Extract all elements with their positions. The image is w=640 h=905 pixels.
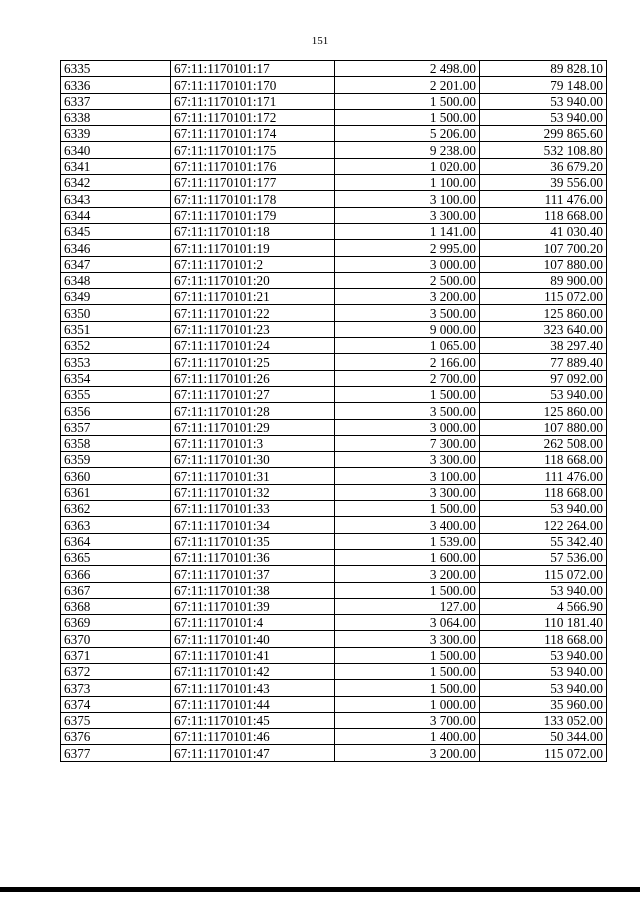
table-row — [61, 484, 607, 500]
area-cell: 2 498.00 — [335, 61, 480, 77]
area-cell: 3 700.00 — [335, 712, 480, 728]
cadastral-number-cell: 67:11:1170101:171 — [171, 93, 335, 109]
registry-table-body — [61, 61, 607, 762]
cadastral-number-cell: 67:11:1170101:20 — [171, 272, 335, 288]
table-row — [61, 517, 607, 533]
area-cell: 2 700.00 — [335, 370, 480, 386]
row-number-cell: 6369 — [61, 615, 171, 631]
value-cell: 115 072.00 — [480, 745, 607, 761]
cadastral-number-cell: 67:11:1170101:170 — [171, 77, 335, 93]
registry-table — [60, 60, 607, 762]
table-row — [61, 582, 607, 598]
area-cell: 3 100.00 — [335, 468, 480, 484]
table-row — [61, 77, 607, 93]
area-cell: 1 065.00 — [335, 338, 480, 354]
value-cell: 77 889.40 — [480, 354, 607, 370]
value-cell: 133 052.00 — [480, 712, 607, 728]
cadastral-number-cell: 67:11:1170101:35 — [171, 533, 335, 549]
value-cell: 299 865.60 — [480, 126, 607, 142]
cadastral-number-cell: 67:11:1170101:26 — [171, 370, 335, 386]
row-number-cell: 6357 — [61, 419, 171, 435]
table-row — [61, 338, 607, 354]
value-cell: 53 940.00 — [480, 647, 607, 663]
table-row — [61, 663, 607, 679]
table-row — [61, 712, 607, 728]
cadastral-number-cell: 67:11:1170101:28 — [171, 403, 335, 419]
value-cell: 89 900.00 — [480, 272, 607, 288]
row-number-cell: 6348 — [61, 272, 171, 288]
table-row — [61, 61, 607, 77]
table-row — [61, 468, 607, 484]
value-cell: 107 880.00 — [480, 419, 607, 435]
cadastral-number-cell: 67:11:1170101:29 — [171, 419, 335, 435]
value-cell: 55 342.40 — [480, 533, 607, 549]
row-number-cell: 6365 — [61, 549, 171, 565]
area-cell: 127.00 — [335, 598, 480, 614]
row-number-cell: 6347 — [61, 256, 171, 272]
table-row — [61, 566, 607, 582]
cadastral-number-cell: 67:11:1170101:42 — [171, 663, 335, 679]
area-cell: 1 500.00 — [335, 680, 480, 696]
area-cell: 1 141.00 — [335, 223, 480, 239]
row-number-cell: 6354 — [61, 370, 171, 386]
row-number-cell: 6370 — [61, 631, 171, 647]
value-cell: 115 072.00 — [480, 289, 607, 305]
row-number-cell: 6351 — [61, 321, 171, 337]
value-cell: 532 108.80 — [480, 142, 607, 158]
table-row — [61, 631, 607, 647]
value-cell: 107 700.20 — [480, 240, 607, 256]
table-row — [61, 321, 607, 337]
value-cell: 323 640.00 — [480, 321, 607, 337]
area-cell: 1 500.00 — [335, 663, 480, 679]
table-row — [61, 354, 607, 370]
cadastral-number-cell: 67:11:1170101:25 — [171, 354, 335, 370]
row-number-cell: 6345 — [61, 223, 171, 239]
cadastral-number-cell: 67:11:1170101:177 — [171, 175, 335, 191]
table-row — [61, 598, 607, 614]
row-number-cell: 6356 — [61, 403, 171, 419]
area-cell: 2 995.00 — [335, 240, 480, 256]
table-row — [61, 142, 607, 158]
value-cell: 118 668.00 — [480, 631, 607, 647]
value-cell: 110 181.40 — [480, 615, 607, 631]
area-cell: 9 000.00 — [335, 321, 480, 337]
row-number-cell: 6375 — [61, 712, 171, 728]
row-number-cell: 6350 — [61, 305, 171, 321]
area-cell: 1 000.00 — [335, 696, 480, 712]
cadastral-number-cell: 67:11:1170101:24 — [171, 338, 335, 354]
value-cell: 97 092.00 — [480, 370, 607, 386]
area-cell: 1 400.00 — [335, 729, 480, 745]
table-row — [61, 549, 607, 565]
value-cell: 89 828.10 — [480, 61, 607, 77]
value-cell: 118 668.00 — [480, 207, 607, 223]
cadastral-number-cell: 67:11:1170101:176 — [171, 158, 335, 174]
row-number-cell: 6340 — [61, 142, 171, 158]
table-row — [61, 256, 607, 272]
table-row — [61, 501, 607, 517]
cadastral-number-cell: 67:11:1170101:36 — [171, 549, 335, 565]
area-cell: 1 500.00 — [335, 93, 480, 109]
footer-rule — [0, 887, 640, 892]
cadastral-number-cell: 67:11:1170101:21 — [171, 289, 335, 305]
value-cell: 111 476.00 — [480, 468, 607, 484]
cadastral-number-cell: 67:11:1170101:46 — [171, 729, 335, 745]
value-cell: 125 860.00 — [480, 305, 607, 321]
area-cell: 2 201.00 — [335, 77, 480, 93]
cadastral-number-cell: 67:11:1170101:27 — [171, 386, 335, 402]
cadastral-number-cell: 67:11:1170101:33 — [171, 501, 335, 517]
value-cell: 53 940.00 — [480, 109, 607, 125]
value-cell: 53 940.00 — [480, 501, 607, 517]
row-number-cell: 6360 — [61, 468, 171, 484]
row-number-cell: 6368 — [61, 598, 171, 614]
area-cell: 3 000.00 — [335, 419, 480, 435]
row-number-cell: 6355 — [61, 386, 171, 402]
row-number-cell: 6344 — [61, 207, 171, 223]
row-number-cell: 6371 — [61, 647, 171, 663]
table-row — [61, 370, 607, 386]
cadastral-number-cell: 67:11:1170101:41 — [171, 647, 335, 663]
table-row — [61, 175, 607, 191]
table-row — [61, 680, 607, 696]
table-row — [61, 419, 607, 435]
table-row — [61, 272, 607, 288]
cadastral-number-cell: 67:11:1170101:2 — [171, 256, 335, 272]
cadastral-number-cell: 67:11:1170101:174 — [171, 126, 335, 142]
value-cell: 79 148.00 — [480, 77, 607, 93]
cadastral-number-cell: 67:11:1170101:18 — [171, 223, 335, 239]
area-cell: 3 064.00 — [335, 615, 480, 631]
table-row — [61, 126, 607, 142]
table-row — [61, 109, 607, 125]
table-row — [61, 386, 607, 402]
area-cell: 3 200.00 — [335, 745, 480, 761]
row-number-cell: 6364 — [61, 533, 171, 549]
row-number-cell: 6372 — [61, 663, 171, 679]
row-number-cell: 6343 — [61, 191, 171, 207]
value-cell: 53 940.00 — [480, 93, 607, 109]
row-number-cell: 6367 — [61, 582, 171, 598]
area-cell: 9 238.00 — [335, 142, 480, 158]
cadastral-number-cell: 67:11:1170101:38 — [171, 582, 335, 598]
row-number-cell: 6353 — [61, 354, 171, 370]
table-row — [61, 452, 607, 468]
area-cell: 2 500.00 — [335, 272, 480, 288]
cadastral-number-cell: 67:11:1170101:17 — [171, 61, 335, 77]
cadastral-number-cell: 67:11:1170101:3 — [171, 435, 335, 451]
value-cell: 118 668.00 — [480, 452, 607, 468]
row-number-cell: 6377 — [61, 745, 171, 761]
value-cell: 35 960.00 — [480, 696, 607, 712]
area-cell: 3 000.00 — [335, 256, 480, 272]
area-cell: 1 500.00 — [335, 386, 480, 402]
cadastral-number-cell: 67:11:1170101:23 — [171, 321, 335, 337]
value-cell: 262 508.00 — [480, 435, 607, 451]
cadastral-number-cell: 67:11:1170101:47 — [171, 745, 335, 761]
value-cell: 125 860.00 — [480, 403, 607, 419]
table-row — [61, 533, 607, 549]
cadastral-number-cell: 67:11:1170101:172 — [171, 109, 335, 125]
area-cell: 3 500.00 — [335, 305, 480, 321]
table-row — [61, 93, 607, 109]
cadastral-number-cell: 67:11:1170101:39 — [171, 598, 335, 614]
table-row — [61, 240, 607, 256]
area-cell: 3 500.00 — [335, 403, 480, 419]
table-row — [61, 435, 607, 451]
cadastral-number-cell: 67:11:1170101:37 — [171, 566, 335, 582]
value-cell: 53 940.00 — [480, 680, 607, 696]
cadastral-number-cell: 67:11:1170101:45 — [171, 712, 335, 728]
cadastral-number-cell: 67:11:1170101:22 — [171, 305, 335, 321]
table-row — [61, 289, 607, 305]
area-cell: 3 300.00 — [335, 484, 480, 500]
value-cell: 111 476.00 — [480, 191, 607, 207]
page-number: 151 — [311, 35, 329, 47]
area-cell: 3 200.00 — [335, 566, 480, 582]
row-number-cell: 6337 — [61, 93, 171, 109]
table-row — [61, 158, 607, 174]
row-number-cell: 6359 — [61, 452, 171, 468]
area-cell: 1 100.00 — [335, 175, 480, 191]
row-number-cell: 6376 — [61, 729, 171, 745]
value-cell: 107 880.00 — [480, 256, 607, 272]
table-row — [61, 305, 607, 321]
row-number-cell: 6336 — [61, 77, 171, 93]
value-cell: 50 344.00 — [480, 729, 607, 745]
row-number-cell: 6335 — [61, 61, 171, 77]
table-row — [61, 191, 607, 207]
area-cell: 3 300.00 — [335, 207, 480, 223]
value-cell: 41 030.40 — [480, 223, 607, 239]
row-number-cell: 6342 — [61, 175, 171, 191]
table-row — [61, 729, 607, 745]
row-number-cell: 6373 — [61, 680, 171, 696]
cadastral-number-cell: 67:11:1170101:19 — [171, 240, 335, 256]
row-number-cell: 6358 — [61, 435, 171, 451]
table-row — [61, 615, 607, 631]
table-row — [61, 745, 607, 761]
row-number-cell: 6339 — [61, 126, 171, 142]
row-number-cell: 6361 — [61, 484, 171, 500]
area-cell: 1 500.00 — [335, 582, 480, 598]
area-cell: 5 206.00 — [335, 126, 480, 142]
table-row — [61, 696, 607, 712]
table-row — [61, 647, 607, 663]
value-cell: 122 264.00 — [480, 517, 607, 533]
row-number-cell: 6352 — [61, 338, 171, 354]
area-cell: 3 200.00 — [335, 289, 480, 305]
value-cell: 4 566.90 — [480, 598, 607, 614]
cadastral-number-cell: 67:11:1170101:31 — [171, 468, 335, 484]
cadastral-number-cell: 67:11:1170101:34 — [171, 517, 335, 533]
area-cell: 1 539.00 — [335, 533, 480, 549]
value-cell: 53 940.00 — [480, 386, 607, 402]
area-cell: 3 400.00 — [335, 517, 480, 533]
row-number-cell: 6349 — [61, 289, 171, 305]
area-cell: 1 500.00 — [335, 109, 480, 125]
value-cell: 36 679.20 — [480, 158, 607, 174]
row-number-cell: 6363 — [61, 517, 171, 533]
cadastral-number-cell: 67:11:1170101:44 — [171, 696, 335, 712]
row-number-cell: 6338 — [61, 109, 171, 125]
value-cell: 118 668.00 — [480, 484, 607, 500]
value-cell: 38 297.40 — [480, 338, 607, 354]
row-number-cell: 6362 — [61, 501, 171, 517]
value-cell: 39 556.00 — [480, 175, 607, 191]
cadastral-number-cell: 67:11:1170101:30 — [171, 452, 335, 468]
area-cell: 3 300.00 — [335, 631, 480, 647]
area-cell: 3 300.00 — [335, 452, 480, 468]
table-row — [61, 207, 607, 223]
cadastral-number-cell: 67:11:1170101:40 — [171, 631, 335, 647]
cadastral-number-cell: 67:11:1170101:32 — [171, 484, 335, 500]
row-number-cell: 6374 — [61, 696, 171, 712]
area-cell: 2 166.00 — [335, 354, 480, 370]
value-cell: 57 536.00 — [480, 549, 607, 565]
cadastral-number-cell: 67:11:1170101:4 — [171, 615, 335, 631]
value-cell: 53 940.00 — [480, 663, 607, 679]
table-row — [61, 223, 607, 239]
area-cell: 1 020.00 — [335, 158, 480, 174]
cadastral-number-cell: 67:11:1170101:43 — [171, 680, 335, 696]
area-cell: 1 500.00 — [335, 647, 480, 663]
cadastral-number-cell: 67:11:1170101:175 — [171, 142, 335, 158]
cadastral-number-cell: 67:11:1170101:179 — [171, 207, 335, 223]
area-cell: 1 600.00 — [335, 549, 480, 565]
area-cell: 1 500.00 — [335, 501, 480, 517]
row-number-cell: 6366 — [61, 566, 171, 582]
area-cell: 3 100.00 — [335, 191, 480, 207]
table-row — [61, 403, 607, 419]
cadastral-number-cell: 67:11:1170101:178 — [171, 191, 335, 207]
value-cell: 115 072.00 — [480, 566, 607, 582]
row-number-cell: 6341 — [61, 158, 171, 174]
row-number-cell: 6346 — [61, 240, 171, 256]
area-cell: 7 300.00 — [335, 435, 480, 451]
value-cell: 53 940.00 — [480, 582, 607, 598]
